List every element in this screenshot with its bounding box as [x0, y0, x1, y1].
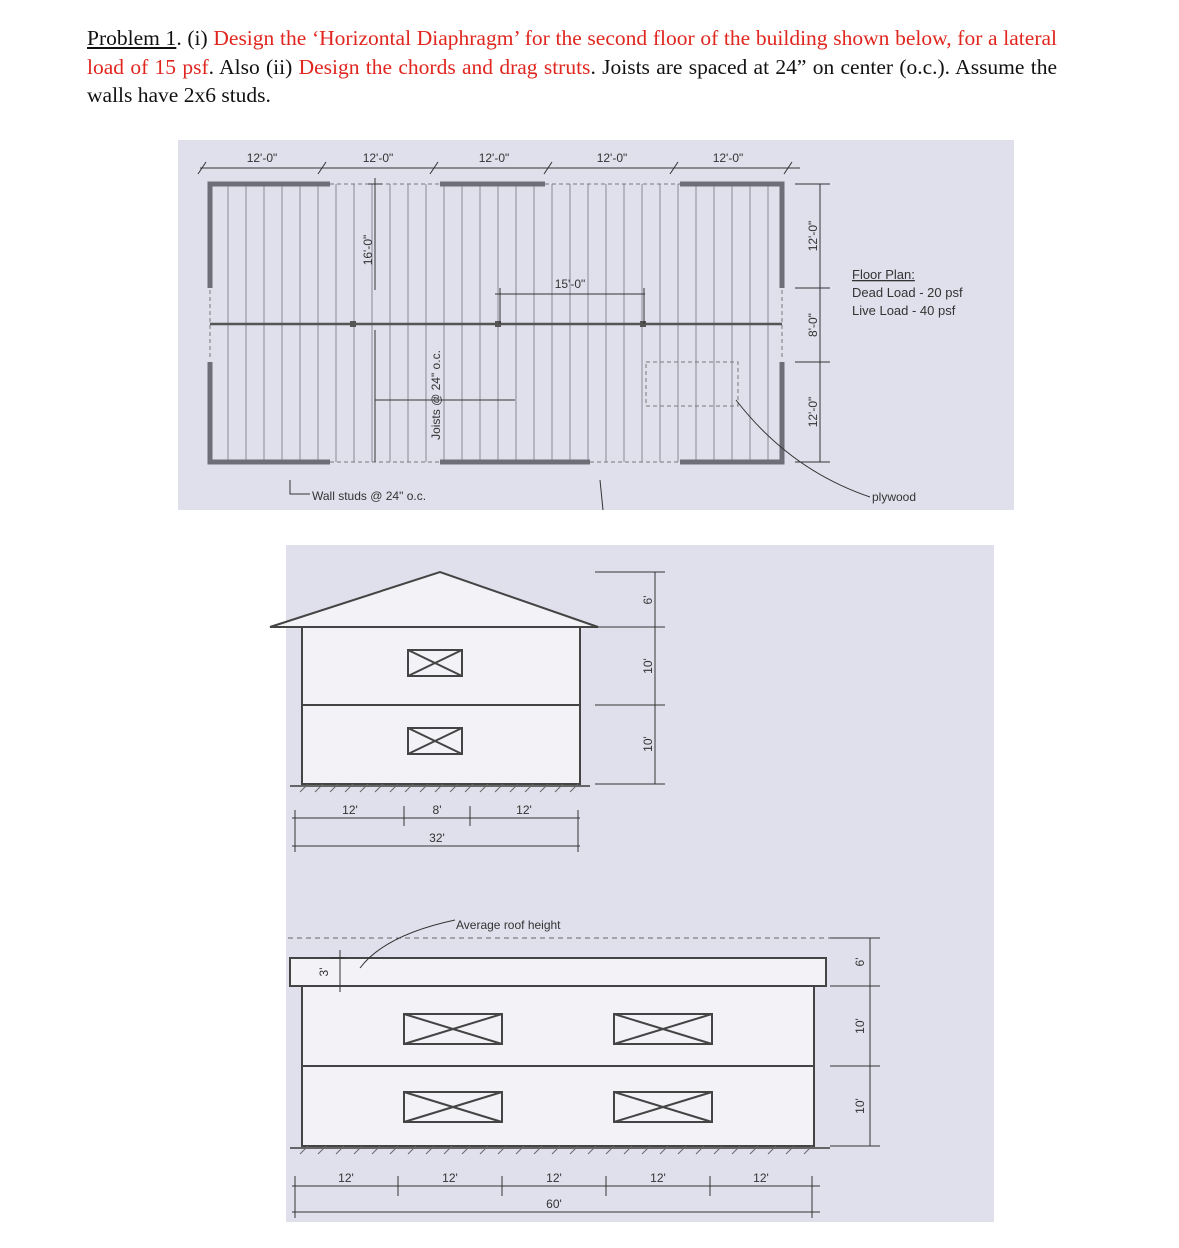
side-dim-floor1: 10' — [641, 736, 655, 752]
live-load-note: Live Load - 40 psf — [852, 303, 956, 318]
right-dim-1: 12'-0" — [806, 220, 820, 252]
front-bottom-dim-4: 12' — [650, 1171, 666, 1185]
side-bottom-dim-1: 12' — [342, 803, 358, 817]
left-dim: 16'-0" — [361, 234, 375, 266]
right-dim-3: 12'-0" — [806, 396, 820, 428]
front-dim-floor2: 10' — [853, 1018, 867, 1034]
problem-statement: Problem 1. (i) Design the ‘Horizontal Diaphragm’ for the second floor of the building shown below, for a lateral load of 15 psf. Also (ii) Design the chords and drag struts. Joists are spaced at 24” on center (o.c.). Assume the walls have 2x6 studs. — [87, 26, 1058, 107]
front-dim-floor1: 10' — [853, 1098, 867, 1114]
dead-load-note: Dead Load - 20 psf — [852, 285, 963, 300]
top-dim-5: 12'-0" — [712, 151, 744, 165]
side-dim-floor2: 10' — [641, 658, 655, 674]
side-dim-roof: 6' — [641, 595, 655, 605]
top-dim-1: 12'-0" — [246, 151, 278, 165]
side-bottom-dim-3: 12' — [516, 803, 532, 817]
span-dim: 15'-0" — [554, 277, 586, 291]
floor-plan — [178, 140, 1014, 510]
front-bottom-dim-5: 12' — [753, 1171, 769, 1185]
front-bottom-dim-3: 12' — [546, 1171, 562, 1185]
front-dim-parapet: 3' — [317, 967, 331, 977]
front-dim-roof: 6' — [853, 957, 867, 967]
right-dim-2: 8'-0" — [806, 313, 820, 337]
top-dim-2: 12'-0" — [362, 151, 394, 165]
front-total-dim: 60' — [546, 1197, 562, 1211]
front-bottom-dim-1: 12' — [338, 1171, 354, 1185]
top-dim-3: 12'-0" — [478, 151, 510, 165]
side-elevation — [270, 545, 994, 865]
task-chords: Design the chords and drag struts — [298, 54, 591, 79]
joist-label: Joists @ 24" o.c. — [429, 350, 443, 440]
side-total-dim: 32' — [429, 831, 445, 845]
side-bottom-dim-2: 8' — [432, 803, 442, 817]
front-bottom-dim-2: 12' — [442, 1171, 458, 1185]
problem-number: Problem 1 — [87, 26, 177, 50]
floor-plan-note-title: Floor Plan: — [852, 267, 915, 282]
task-diaphragm: Design the ‘Horizontal Diaphragm’ for the second floor of the building shown below, for a lateral load of 15 psf — [87, 26, 1058, 79]
top-dim-4: 12'-0" — [596, 151, 628, 165]
plywood-note: plywood — [872, 490, 917, 504]
wall-studs-note: Wall studs @ 24" o.c. — [312, 489, 427, 503]
front-elevation — [286, 865, 994, 1222]
roof-height-callout: Average roof height — [456, 918, 561, 932]
